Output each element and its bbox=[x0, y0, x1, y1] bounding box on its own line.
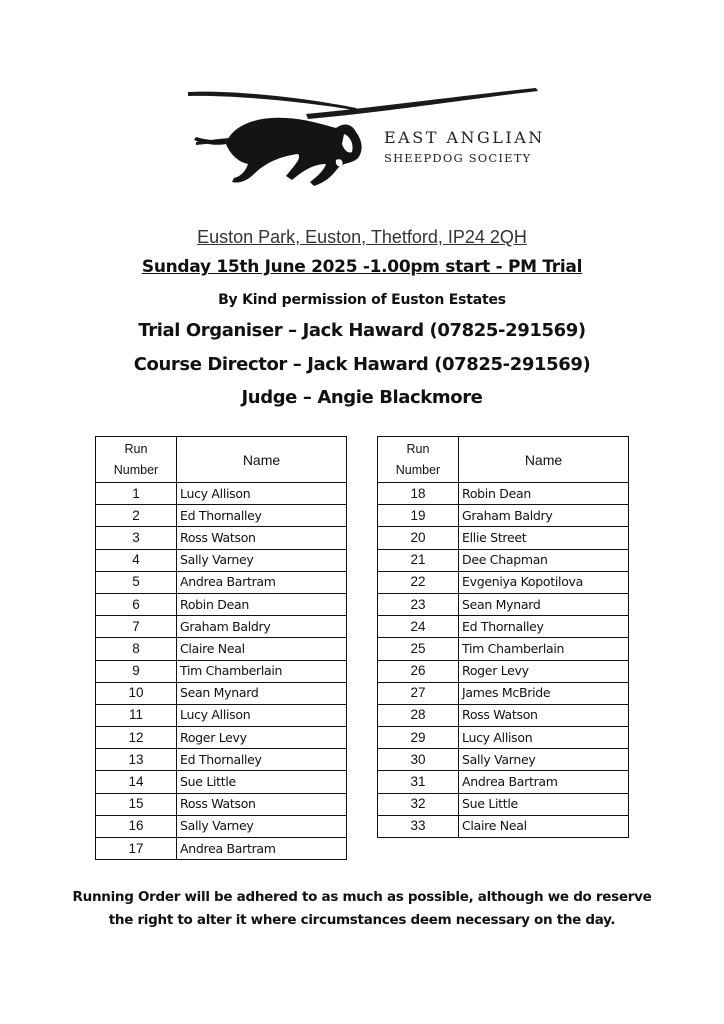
handler-name: Sue Little bbox=[177, 771, 347, 793]
footer-line1: Running Order will be adhered to as much as possible, although we do reserve bbox=[72, 889, 652, 905]
society-name-line1: EAST ANGLIAN bbox=[384, 128, 545, 147]
run-number: 29 bbox=[378, 727, 459, 749]
handler-name: Dee Chapman bbox=[459, 549, 629, 571]
handler-name: Tim Chamberlain bbox=[177, 660, 347, 682]
table-row bbox=[96, 593, 347, 615]
run-number: 3 bbox=[96, 527, 177, 549]
run-number: 16 bbox=[96, 815, 177, 837]
table-row bbox=[96, 771, 347, 793]
handler-name: Claire Neal bbox=[177, 638, 347, 660]
table-row bbox=[378, 682, 629, 704]
trial-organiser: Trial Organiser – Jack Haward (07825-291569) bbox=[138, 320, 586, 341]
handler-name: Lucy Allison bbox=[177, 704, 347, 726]
table-row bbox=[96, 638, 347, 660]
table-header-row bbox=[378, 437, 629, 483]
run-number: 17 bbox=[96, 838, 177, 860]
run-number: 19 bbox=[378, 505, 459, 527]
run-number: 21 bbox=[378, 549, 459, 571]
table-row bbox=[96, 815, 347, 837]
table-row bbox=[378, 527, 629, 549]
run-number: 22 bbox=[378, 571, 459, 593]
run-number-header bbox=[378, 437, 459, 483]
handler-name: Lucy Allison bbox=[177, 483, 347, 505]
table-row bbox=[96, 549, 347, 571]
run-number: 28 bbox=[378, 704, 459, 726]
handler-name: Andrea Bartram bbox=[459, 771, 629, 793]
table-row bbox=[96, 682, 347, 704]
handler-name: Ross Watson bbox=[177, 527, 347, 549]
name-header: Name bbox=[177, 437, 347, 483]
run-number: 14 bbox=[96, 771, 177, 793]
run-number: 26 bbox=[378, 660, 459, 682]
footer-line2: the right to alter it where circumstances deem necessary on the day. bbox=[108, 912, 616, 928]
table-row bbox=[378, 549, 629, 571]
handler-name: Sally Varney bbox=[459, 749, 629, 771]
run-number: 13 bbox=[96, 749, 177, 771]
handler-name: Andrea Bartram bbox=[177, 838, 347, 860]
run-header-line2: Number bbox=[395, 462, 441, 477]
course-director: Course Director – Jack Haward (07825-291569) bbox=[133, 354, 591, 375]
run-number: 31 bbox=[378, 771, 459, 793]
right-table-body bbox=[378, 483, 629, 838]
table-row bbox=[96, 527, 347, 549]
handler-name: Andrea Bartram bbox=[177, 571, 347, 593]
table-row bbox=[378, 505, 629, 527]
handler-name: James McBride bbox=[459, 682, 629, 704]
run-number: 9 bbox=[96, 660, 177, 682]
judge: Judge – Angie Blackmore bbox=[241, 387, 483, 408]
run-header-line1: Run bbox=[406, 441, 430, 456]
run-number: 1 bbox=[96, 483, 177, 505]
run-number: 2 bbox=[96, 505, 177, 527]
run-number: 24 bbox=[378, 616, 459, 638]
run-number: 30 bbox=[378, 749, 459, 771]
run-number-header bbox=[96, 437, 177, 483]
table-row bbox=[378, 483, 629, 505]
run-number: 10 bbox=[96, 682, 177, 704]
handler-name: Ed Thornalley bbox=[177, 749, 347, 771]
run-number: 7 bbox=[96, 616, 177, 638]
handler-name: Graham Baldry bbox=[177, 616, 347, 638]
handler-name: Sue Little bbox=[459, 793, 629, 815]
table-row bbox=[378, 771, 629, 793]
table-row bbox=[378, 660, 629, 682]
run-header-line2: Number bbox=[113, 462, 159, 477]
table-row bbox=[96, 571, 347, 593]
running-order-table-left bbox=[95, 436, 347, 860]
table-row bbox=[378, 571, 629, 593]
run-number: 4 bbox=[96, 549, 177, 571]
table-row bbox=[96, 838, 347, 860]
handler-name: Claire Neal bbox=[459, 815, 629, 837]
table-header-row bbox=[96, 437, 347, 483]
running-order-table-right bbox=[377, 436, 629, 838]
left-table-body bbox=[96, 483, 347, 860]
society-name-line2: SHEEPDOG SOCIETY bbox=[384, 151, 532, 165]
handler-name: Roger Levy bbox=[177, 727, 347, 749]
permission-note: By Kind permission of Euston Estates bbox=[218, 292, 506, 308]
run-number: 5 bbox=[96, 571, 177, 593]
run-number: 18 bbox=[378, 483, 459, 505]
table-row bbox=[96, 793, 347, 815]
run-number: 23 bbox=[378, 593, 459, 615]
table-row bbox=[378, 793, 629, 815]
table-row bbox=[96, 483, 347, 505]
run-header-line1: Run bbox=[124, 441, 148, 456]
run-number: 15 bbox=[96, 793, 177, 815]
handler-name: Sally Varney bbox=[177, 815, 347, 837]
table-row bbox=[96, 616, 347, 638]
society-name bbox=[384, 128, 545, 166]
run-number: 6 bbox=[96, 593, 177, 615]
handler-name: Robin Dean bbox=[177, 593, 347, 615]
run-number: 8 bbox=[96, 638, 177, 660]
table-row bbox=[378, 749, 629, 771]
handler-name: Graham Baldry bbox=[459, 505, 629, 527]
table-row bbox=[378, 593, 629, 615]
handler-name: Sean Mynard bbox=[459, 593, 629, 615]
venue-address: Euston Park, Euston, Thetford, IP24 2QH bbox=[197, 227, 527, 247]
run-number: 33 bbox=[378, 815, 459, 837]
handler-name: Sean Mynard bbox=[177, 682, 347, 704]
handler-name: Ross Watson bbox=[177, 793, 347, 815]
handler-name: Ross Watson bbox=[459, 704, 629, 726]
handler-name: Lucy Allison bbox=[459, 727, 629, 749]
handler-name: Robin Dean bbox=[459, 483, 629, 505]
table-row bbox=[378, 704, 629, 726]
running-order-note bbox=[0, 886, 724, 932]
run-number: 27 bbox=[378, 682, 459, 704]
run-number: 20 bbox=[378, 527, 459, 549]
run-number: 12 bbox=[96, 727, 177, 749]
table-row bbox=[378, 727, 629, 749]
handler-name: Evgeniya Kopotilova bbox=[459, 571, 629, 593]
table-row bbox=[96, 660, 347, 682]
handler-name: Roger Levy bbox=[459, 660, 629, 682]
table-row bbox=[96, 749, 347, 771]
trial-date: Sunday 15th June 2025 -1.00pm start - PM Trial bbox=[141, 257, 583, 277]
table-row bbox=[378, 616, 629, 638]
table-row bbox=[96, 704, 347, 726]
handler-name: Ed Thornalley bbox=[459, 616, 629, 638]
run-number: 11 bbox=[96, 704, 177, 726]
run-number: 32 bbox=[378, 793, 459, 815]
table-row bbox=[96, 727, 347, 749]
table-row bbox=[378, 815, 629, 837]
handler-name: Sally Varney bbox=[177, 549, 347, 571]
run-number: 25 bbox=[378, 638, 459, 660]
handler-name: Tim Chamberlain bbox=[459, 638, 629, 660]
table-row bbox=[96, 505, 347, 527]
name-header: Name bbox=[459, 437, 629, 483]
handler-name: Ellie Street bbox=[459, 527, 629, 549]
table-row bbox=[378, 638, 629, 660]
handler-name: Ed Thornalley bbox=[177, 505, 347, 527]
